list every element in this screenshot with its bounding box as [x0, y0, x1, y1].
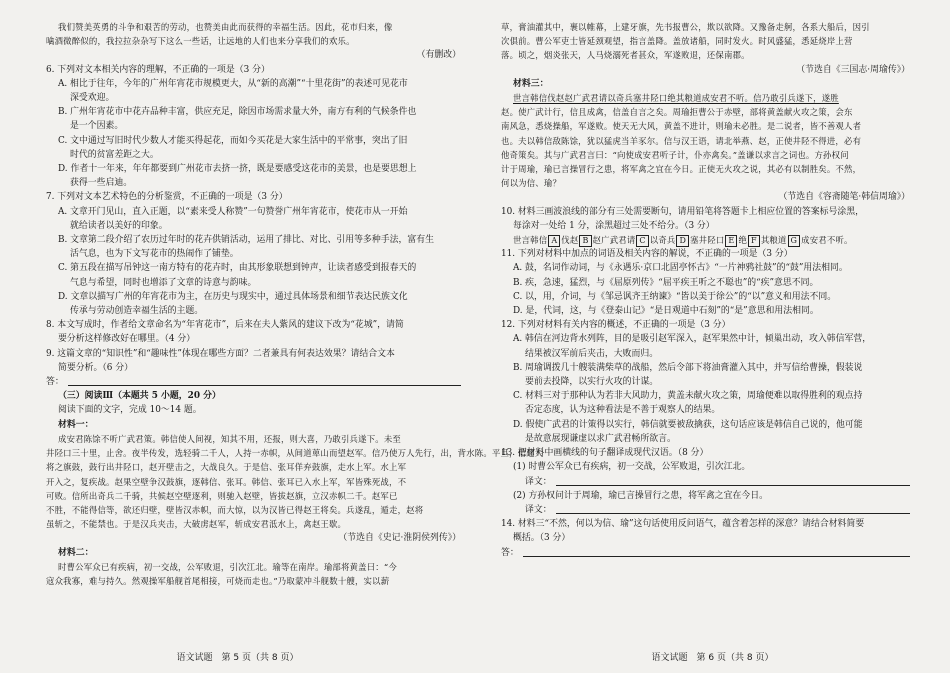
material-1-line: 将之旗鼓，鼓行出井陉口，赵开壁击之，大战良久。于是信、张耳佯弃鼓旗，走水上军。水上军	[46, 462, 407, 473]
q6-option-b: B. 广州年宵花市中花卉品种丰富，供应充足，除因市场需求量大外，南方有利的气候条件也	[58, 107, 417, 118]
material-2-title: 材料二：	[58, 547, 94, 558]
material-2-line: 次俱前。曹公军吏士皆延颈观望，指言盖降。盖放诸船，同时发火。时风盛猛，悉延烧岸上营	[501, 36, 853, 47]
answer-label: 答：	[46, 377, 64, 388]
material-2-line: 时曹公军众已有疾病，初一交战，公军败退，引次江北。瑜等在南岸。瑜部将黄盖曰：“今	[58, 561, 397, 572]
q9-stem: 9. 这篇文章的“知识性”和“趣味性”体现在哪些方面？二者兼具有何表达效果？请结合文本	[46, 348, 395, 359]
q11-option-b: B. 疾，急速，猛烈，与《屈原列传》“屈平疾王听之不聪也”的“疾”意思不同。	[513, 277, 819, 288]
material-1-line: 可败。信所出奇兵二千骑，共候赵空壁逐利，则驰入赵壁，皆拔赵旗，立汉赤帜二千。赵军已	[46, 490, 398, 501]
material-1-line: 井陉口三十里，止舍。夜半传发，选轻骑二千人，人持一赤帜，从间道萆山而望赵军。信乃使万人先行，出，背水陈。平旦，信建大	[46, 448, 544, 459]
section-3-title: （三）阅读Ⅲ（本题共 5 小题，20 分）	[58, 391, 221, 402]
material-3-line: 南风急，悉烧操船，军遂败。使天无大风，黄盖不进计，则瑜未必胜。是二说者，皆不善观人者	[501, 121, 862, 132]
passage-ending-line-2: 噙酒微醉似的，我拉拉杂杂写下这么一些话，让远地的人们也来分享我们的欢乐。	[46, 36, 355, 47]
material-3-line: 也。夫以韩信敌陈馀，犹以猛虎当羊豕尔。信与汉王语，请北举燕、赵，正使井陉不得进，必有	[501, 135, 862, 146]
q8-stem: 8. 本文写成时，作者给文章命名为“年宵花市”，后来在夫人紫风的建议下改为“花城”，请简	[46, 320, 404, 331]
q7-stem: 7. 下列对文本艺术特色的分析鉴赏，不正确的一项是（3 分）	[46, 192, 288, 203]
q13-translation-2[interactable]	[501, 503, 910, 517]
material-1-line: 不胜，不能得信等，欲还归壁，壁皆汉赤帜，而大惊，以为汉皆已得赵王将矣。兵遂乱，遁走，赵将	[46, 504, 424, 515]
q8-stem-cont: 要分析这样修改好在哪里。（4 分）	[58, 334, 196, 345]
q12-option-d: D. 假使广武君的计策得以实行，韩信就要被敌擒获，这句话应该是韩信自己说的，他可能	[513, 419, 863, 430]
page-6	[475, 0, 950, 673]
q12-option-d-cont: 是故意展现谦虚以求广武君畅所欲言。	[525, 433, 676, 444]
q12-option-c-cont: 否定态度，认为这种看法是不善于观察人的结果。	[525, 405, 721, 416]
break-option-d[interactable]: D	[676, 235, 689, 247]
passage-source: （有删改）	[416, 50, 461, 61]
q12-option-b: B. 周瑜调拨几十艘装满柴草的战船，然后令部下将油膏灌入其中，并写信给曹操，假装说	[513, 362, 863, 373]
q7-option-c-cont: 气息与希望，同时也增添了文章的诗意与韵味。	[70, 277, 257, 288]
material-2-line: 落。顷之，烟炎张天，人马烧溺死者甚众，军遂败退，还保南郡。	[501, 50, 750, 61]
q7-option-a: A. 文章开门见山，直入正题，以“素来受人称赞”一句赞誉广州年宵花市，使花市从一开始	[58, 206, 408, 217]
q12-option-a-cont: 结果被汉军前后夹击，大败而归。	[525, 348, 659, 359]
q13-stem: 13. 把材料中画横线的句子翻译成现代汉语。（8 分）	[501, 448, 709, 459]
q10-punctuation-line: 世言韩信 A 伐赵 B 赵广武君请 C 以奇兵 D 塞井陉口 E 绝 F 其粮道 G 成安君不听。	[513, 235, 853, 246]
q14-stem: 14. 材料三“不然，何以为信、瑜”这句话使用反问语气，蕴含着怎样的深意？请结合材料简要	[501, 519, 865, 530]
q13-translation-1[interactable]	[501, 475, 910, 489]
material-1-line: 虽斩之，不能禁也。于是汉兵夹击，大破虏赵军，斩成安君泜水上，禽赵王歇。	[46, 519, 347, 530]
q9-stem-cont: 简要分析。（6 分）	[58, 362, 134, 373]
q6-option-c-cont: 时代的贫富差距之大。	[70, 149, 159, 160]
material-1-line: 成安君陈馀不听广武君策。韩信使人间视，知其不用，还报，则大喜，乃敢引兵遂下。未至	[58, 433, 401, 444]
break-option-b[interactable]: B	[579, 235, 591, 247]
q12-stem: 12. 下列对材料有关内容的概述，不正确的一项是（3 分）	[501, 320, 731, 331]
q13-sentence-2: (2) 方孙权问计于周瑜，瑜已言操冒行之患，将军禽之宜在今日。	[513, 490, 769, 501]
material-1-title: 材料一：	[58, 419, 94, 430]
q6-stem: 6. 下列对文本相关内容的理解，不正确的一项是（3 分）	[46, 64, 270, 75]
material-3-wavy-line: 世言韩信伐赵赵广武君请以奇兵塞井陉口绝其粮道成安君不听。信乃敢引兵遂下，遂胜	[513, 93, 839, 104]
section-3-instruction: 阅读下面的文字，完成 10～14 题。	[58, 405, 202, 416]
translation-label: 译文：	[525, 504, 552, 515]
break-option-e[interactable]: E	[725, 235, 737, 247]
q6-option-a: A. 相比于往年，今年的广州年宵花市规模更大，从“新的高潮”“十里花街”的表述可见花市	[58, 78, 408, 89]
q6-option-d: D. 作者十一年来，年年都要到广州花市去挤一挤，既是要感受这花市的美景，也是要思想上	[58, 164, 417, 175]
q13-sentence-1: (1) 时曹公军众已有疾病，初一交战，公军败退，引次江北。	[513, 462, 751, 473]
q11-stem: 11. 下列对材料中加点的词语及相关内容的解说，不正确的一项是（3 分）	[501, 249, 793, 260]
q11-option-c: C. 以，用，介词，与《邹忌讽齐王纳谏》“皆以美于徐公”的“以”意义和用法不同。	[513, 291, 837, 302]
answer-label: 答：	[501, 547, 519, 558]
break-option-a[interactable]: A	[548, 235, 560, 247]
q7-option-b-cont: 活气息，也为下文写花市的热闹作了铺垫。	[70, 249, 239, 260]
material-3-line: 他奇策矣。其与广武君言曰：“向使成安君听子计，仆亦禽矣。”盖谦以求言之词也。方孙权问	[501, 149, 849, 160]
material-2-line: 寇众我寡，难与持久。然观操军船舰首尾相接，可烧而走也。”乃取蒙冲斗舰数十艘，实以薪	[46, 575, 390, 586]
material-1-line: 开入之，复疾战。赵果空壁争汉鼓旗，逐韩信、张耳。韩信、张耳已入水上军，军皆殊死战，不	[46, 476, 407, 487]
q11-option-d: D. 是，代词，这，与《登泰山记》“是日观道中石刻”的“是”意思和用法相同。	[513, 306, 819, 317]
passage-ending-line-1: 我们赞美英勇的斗争和艰苦的劳动，也赞美由此而获得的幸福生活。因此，花市归来，像	[58, 22, 393, 32]
q14-answer-line[interactable]	[501, 546, 910, 560]
q7-option-d: D. 文章以描写广州的年宵花市为主，在历史与现实中，通过具体场景和细节表达民族文化	[58, 291, 408, 302]
material-1-source: （节选自《史记·淮阴侯列传》）	[338, 533, 461, 544]
page-footer: 语文试题 第 5 页（共 8 页）	[176, 653, 299, 663]
q7-option-a-cont: 就给读者以美好的印象。	[70, 220, 168, 231]
q6-option-d-cont: 获得一些启迪。	[70, 178, 133, 189]
page-footer: 语文试题 第 6 页（共 8 页）	[651, 653, 774, 663]
material-3-line: 计于周瑜，瑜已言操冒行之患，将军禽之宜在今日。正使无火攻之说，其必有以制胜矣。不然，	[501, 164, 862, 175]
material-3-source: （节选自《容斋随笔·韩信周瑜》）	[778, 192, 910, 203]
break-option-f[interactable]: F	[748, 235, 760, 247]
q7-option-d-cont: 传承与劳动创造幸福生活的主题。	[70, 306, 204, 317]
break-option-c[interactable]: C	[636, 235, 648, 247]
q6-option-a-cont: 深受欢迎。	[70, 93, 115, 104]
material-2-source: （节选自《三国志·周瑜传》）	[796, 64, 910, 75]
material-2-line: 草，膏油灌其中，裹以帷幕，上建牙旗，先书报曹公，欺以欲降。又豫备走舸，各系大船后，因引	[501, 22, 870, 32]
q7-option-b: B. 文章第二段介绍了农历过年时的花卉供销活动，运用了排比、对比、引用等多种手法，富有生	[58, 235, 435, 246]
q6-option-c: C. 文中通过写旧时代少数人才能买得起花，而如今买花是大家生活中的平常事，突出了旧	[58, 135, 408, 146]
q11-option-a: A. 鼓，名词作动词，与《永遇乐·京口北固亭怀古》“一片神鸦社鼓”的“鼓”用法相同。	[513, 263, 848, 274]
q7-option-c: C. 第五段在描写吊钟这一南方特有的花卉时，由其形象联想到钟声，让读者感受到报春天的	[58, 263, 417, 274]
translation-label: 译文：	[525, 476, 552, 487]
q12-option-b-cont: 要前去投降，以实行火攻的计谋。	[525, 377, 659, 388]
material-3-line: 何以为信、瑜？	[501, 178, 562, 189]
q12-option-c: C. 材料三对于那种认为若非大风助力，黄盖未献火攻之策，周瑜便难以取得胜利的观点持	[513, 391, 863, 402]
material-3-line: 赵。使广武计行，信且成禽，信盖自言之矣。周瑜拒曹公于赤壁，部将黄盖献火攻之策，会东	[501, 107, 853, 118]
q12-option-a: A. 韩信在河边背水列阵，目的是吸引赵军深入，赵军果然中计，倾巢出动，攻入韩信军营，	[513, 334, 872, 345]
q9-answer-line[interactable]	[46, 375, 461, 389]
q10-stem: 10. 材料三画波浪线的部分有三处需要断句，请用铅笔将答题卡上相应位置的答案标号涂黑，	[501, 206, 865, 217]
q6-option-b-cont: 是一个因素。	[70, 121, 124, 132]
material-3-title: 材料三：	[513, 78, 549, 89]
q10-stem-cont: 每涂对一处给 1 分，涂黑超过三处不给分。（3 分）	[513, 220, 715, 231]
q14-stem-cont: 概括。（3 分）	[513, 533, 571, 544]
break-option-g[interactable]: G	[788, 235, 801, 247]
